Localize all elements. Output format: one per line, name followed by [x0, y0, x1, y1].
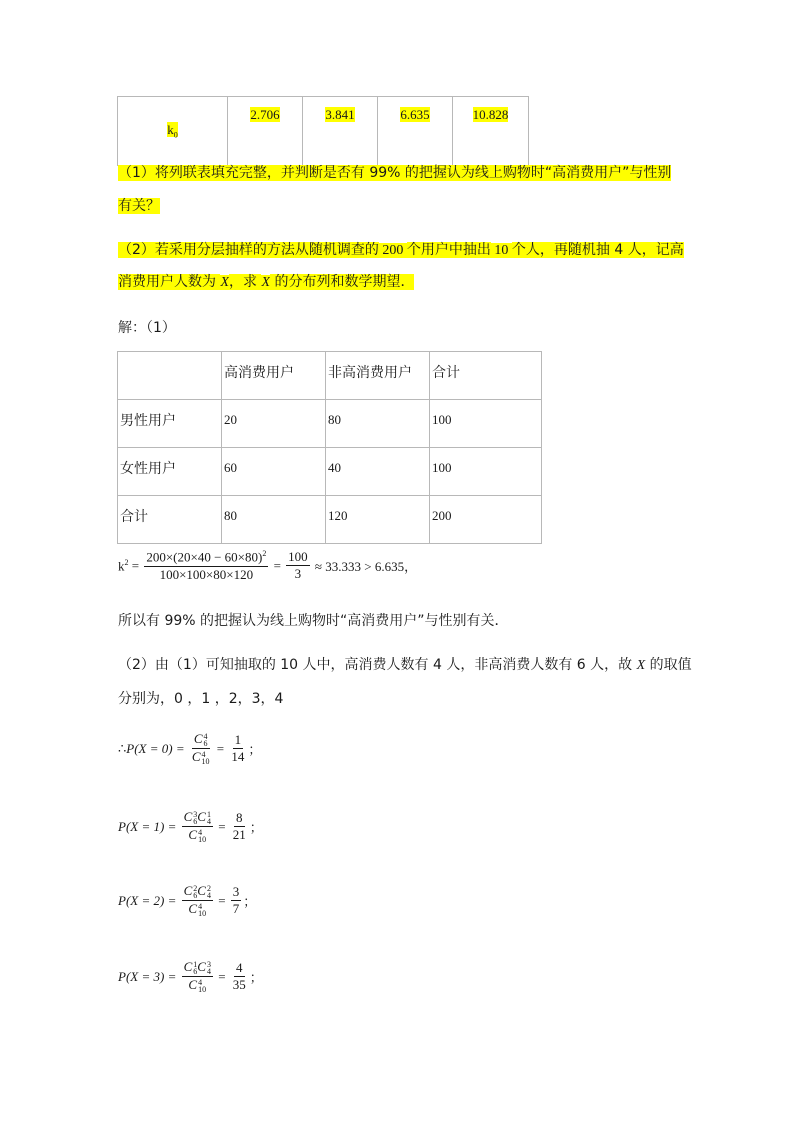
probability-lhs: P(X = 1) = [118, 818, 180, 834]
probability-line: P(X = 2) = C 2 6 C 2 4 C 4 10 = $\frac{3}{7}$ ； [118, 883, 257, 919]
row-label: 男性用户 [118, 400, 222, 448]
table-cell: 120 [326, 496, 430, 544]
kt-value: 3.841 [325, 107, 355, 122]
part-2-line-1: （2）由（1）可知抽取的 10 人中，高消费人数有 4 人，非高消费人数有 6 人，故 X 的取值 [118, 657, 692, 673]
k-squared-fraction: $\frac{200\times(20\times 40 - 60\times 80)^2}{100\times 100\times 80\times 120}$ [146, 549, 267, 582]
kt-value: 10.828 [472, 107, 509, 122]
combination-term: C 4 10 [191, 749, 210, 767]
result-fraction: $\frac{3}{7}$ [232, 883, 240, 917]
question-1-line-2: 有关？ [118, 198, 160, 214]
critical-value-table [117, 96, 529, 166]
kt-value: 2.706 [250, 107, 280, 122]
probability-lhs: P(X = 3) = [118, 968, 180, 984]
probability-line: P(X = 3) = C 1 6 C 3 4 C 4 10 = $\frac{4}{35}$ ； [118, 959, 263, 995]
header-cell: 高消费用户 [222, 352, 326, 400]
kt-value-cell [303, 97, 378, 166]
therefore-symbol: ∴ [118, 740, 127, 756]
contingency-table [117, 351, 542, 544]
kt-value-cell [453, 97, 529, 166]
combination-term: C 4 6 [193, 731, 208, 749]
kt-value-cell [228, 97, 303, 166]
probability-line: P(X = 1) = C 3 6 C 1 4 C 4 10 = $\frac{8}{21}$ ； [118, 809, 263, 845]
row-label: 女性用户 [118, 448, 222, 496]
combination-term: C 4 10 [188, 827, 207, 845]
kt-value-cell [378, 97, 453, 166]
table-cell: 80 [222, 496, 326, 544]
table-row [118, 448, 542, 496]
conclusion-text: 所以有 99% 的把握认为线上购物时“高消费用户”与性别有关． [118, 613, 509, 629]
table-header-row [118, 352, 542, 400]
table-cell: 20 [222, 400, 326, 448]
k-squared-formula: $k^2$ = $\frac{200\times(20\times 40 - 60\times 80)^2}{100\times 100\times 80\times 120}$ = $\frac{100}{3}$ ≈ 33.333 > 6.635， [118, 549, 418, 582]
k-squared-result-fraction: $\frac{100}{3}$ [288, 549, 308, 582]
table-cell: 40 [326, 448, 430, 496]
result-fraction: $\frac{1}{14}$ [231, 731, 245, 765]
table-cell: 60 [222, 448, 326, 496]
table-row [118, 496, 542, 544]
table-cell: 80 [326, 400, 430, 448]
question-2-line-1: （2）若采用分层抽样的方法从随机调查的 200 个用户中抽出 10 个人，再随机抽 4 人，记高 [118, 242, 684, 258]
result-fraction: $\frac{4}{35}$ [232, 959, 246, 993]
combination-term: C 2 6 [183, 883, 198, 901]
row-label: 合计 [118, 496, 222, 544]
table-cell: 200 [430, 496, 542, 544]
k0-label: k [167, 122, 174, 138]
k0-subscript: 0 [173, 130, 178, 140]
combination-fraction [182, 960, 213, 993]
table-cell: 100 [430, 448, 542, 496]
kt-value: 6.635 [400, 107, 430, 122]
combination-term: C 1 6 [183, 959, 198, 977]
header-cell: 非高消费用户 [326, 352, 430, 400]
combination-fraction [182, 810, 213, 843]
probability-line: ∴ P(X = 0) = C 4 6 C 4 10 = $\frac{1}{14}$ ； [118, 731, 262, 767]
combination-term: C 3 6 [183, 809, 198, 827]
question-2-line-2: 消费用户人数为 X，求 X 的分布列和数学期望． [118, 274, 415, 290]
combination-fraction [190, 732, 212, 765]
solution-label: 解：（1） [118, 320, 176, 336]
table-row [118, 400, 542, 448]
combination-term: C 4 10 [188, 901, 207, 919]
combination-term: C 1 4 [197, 809, 211, 827]
combination-term: C 3 4 [197, 959, 211, 977]
table-row [118, 97, 529, 166]
probability-lhs: P(X = 2) = [118, 892, 180, 908]
combination-fraction [182, 884, 213, 917]
result-fraction: $\frac{8}{21}$ [232, 809, 246, 843]
probability-lhs: P(X = 0) = [126, 740, 188, 756]
combination-term: C 2 4 [197, 883, 211, 901]
header-cell: 合计 [430, 352, 542, 400]
combination-term: C 4 10 [188, 977, 207, 995]
k0-cell [118, 97, 228, 166]
table-cell: 100 [430, 400, 542, 448]
header-cell [118, 352, 222, 400]
question-1-line-1: （1）将列联表填充完整，并判断是否有 99% 的把握认为线上购物时“高消费用户”与性别 [118, 165, 672, 181]
part-2-line-2: 分别为，0 ，1 ，2，3，4 [118, 691, 284, 707]
